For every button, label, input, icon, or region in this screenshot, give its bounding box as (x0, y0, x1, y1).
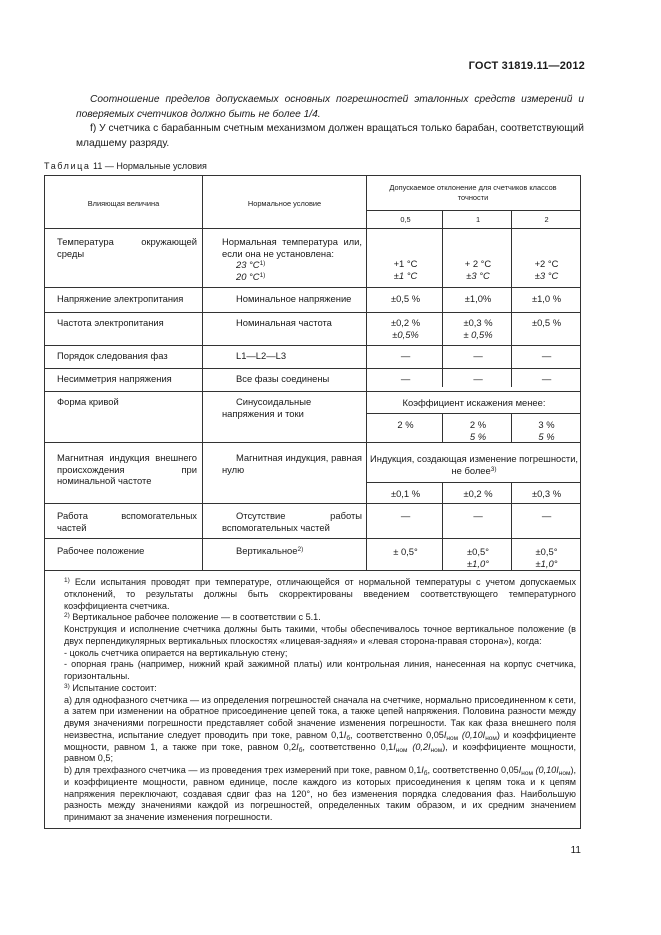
table-rule (366, 413, 580, 414)
footnote-3-item-b: b) для трехфазного счетчика — из проведения трех измерений при токе, равном $0,1I_б$, соответственно $0,05I_{ном}$ $(0,10I_{ном})$, и коэффициенте мощности, равном единице, после каждого из которых присоединения к цепям тока и к цепям напряжения переключают, создавая сдвиг фаз на 120°, но без изменения порядка следования фаз. Наибольшую разность между значениями каждой из погрешностей, определенных таким образом, и их средним значением принимают за значение изменения погрешности. (64, 765, 576, 822)
row-phase-order-condition: L1—L2—L3 (236, 350, 287, 361)
row-waveform-class-1: 2 % 5 % (469, 419, 487, 442)
row-frequency-class-0-5: ±0,2 % ±0,5% (390, 317, 421, 340)
row-asymmetry-name: Несимметрия напряжения (57, 373, 172, 384)
row-temperature-condition: Нормальная температура или, если она не установлена: 23 $^\circ С^{1)}$ 20 $^\circ С^{1)}$ (222, 236, 362, 282)
header-influence: Влияющая величина (87, 199, 160, 208)
row-auxiliary-class-2: — (541, 510, 552, 521)
table-rule (366, 482, 580, 483)
row-waveform-name: Форма кривой (57, 396, 119, 407)
row-temperature-class-0-5: +1 °С ±1 °С (393, 258, 418, 281)
table-rule (366, 210, 580, 211)
header-class-1: 1 (475, 215, 481, 224)
row-position-name: Рабочее положение (57, 545, 145, 556)
row-phase-order-class-1: — (473, 350, 483, 361)
header-tolerance: Допускаемое отклонение для счетчиков классов точности (389, 183, 557, 202)
row-temperature-class-1: + 2 °С ±3 °С (464, 258, 492, 281)
row-frequency-class-2: ±0,5 % (531, 317, 562, 328)
row-position-condition: Вертикальное$^{2)}$ (236, 545, 304, 556)
document-code: ГОСТ 31819.11—2012 (468, 60, 585, 72)
table-rule (44, 368, 580, 369)
table-rule (44, 345, 580, 346)
row-magnetic-class-0-5: ±0,1 % (390, 488, 421, 499)
row-position-class-2: ±0,5° ±1,0° (535, 546, 558, 569)
row-temperature-class-2: +2 °С ±3 °С (534, 258, 559, 281)
row-frequency-condition: Номинальная частота (236, 317, 332, 328)
page-number: 11 (570, 845, 581, 856)
footnote-3-item-a: а) для однофазного счетчика — из определения погрешностей сначала на счетчике, нормально присоединенном к сети, а затем при изменении на обратное присоединение цепей тока, а также цепей напряжения. Половина разности между двумя значениями погрешности представляет собой значение изменения погрешности. Так как фаза внешнего поля неизвестна, испытание следует проводить при токе, равном $0,1I_б$, соответственно $0,05I_{ном}$ $(0,10I_{ном})$ и коэффициенте мощности, равном 1, а также при токе, равном $0,2I_б$, соответственно $0,1I_{ном}$ $(0,2I_{ном})$, и коэффициенте мощности, равном 0,5; (64, 694, 577, 764)
table-rule (44, 312, 580, 313)
row-position-class-0-5: ± 0,5° (393, 546, 418, 557)
row-voltage-class-0-5: ±0,5 % (390, 293, 421, 304)
row-magnetic-induction-label: Индукция, создающая изменение погрешности, не более$^{3)}$ (369, 453, 579, 476)
row-auxiliary-class-1: — (473, 510, 483, 521)
table-rule (44, 570, 580, 571)
row-voltage-condition: Номинальное напряжение (236, 293, 352, 304)
row-voltage-class-1: ±1,0% (464, 293, 492, 304)
header-class-0-5: 0,5 (400, 215, 411, 224)
footnote-2-construction: Конструкция и исполнение счетчика должны быть такими, чтобы обеспечивалось точное вертикальное положение (в двух перпендикулярных вертикальных плоскостях «лицевая-задняя» и «левая сторона-правая сторона»), когда: (64, 624, 576, 646)
footnote-1: $^{1)}$ Если испытания проводят при температуре, отличающейся от нормальной температуры с учетом допускаемых отклонений, то результаты должны быть скорректированы введением соответствующего температурного коэффициента счетчика. (64, 577, 576, 611)
row-waveform-class-2: 3 % 5 % (538, 419, 555, 442)
row-temperature-name: Температура окружающей среды (57, 236, 197, 259)
footnote-2: $^{2)}$ Вертикальное рабочее положение — в соответствии с 5.1. (64, 612, 321, 623)
row-voltage-name: Напряжение электропитания (57, 293, 184, 304)
row-magnetic-class-1: ±0,2 % (463, 488, 493, 499)
row-phase-order-class-0-5: — (400, 350, 411, 361)
table-rule (44, 391, 580, 392)
row-asymmetry-class-2: — (541, 373, 552, 384)
row-asymmetry-class-1: — (473, 373, 483, 384)
row-frequency-class-1: ±0,3 % ± 0,5% (463, 317, 493, 340)
table-caption: Таблица 11 — Нормальные условия (44, 161, 207, 171)
table-rule (44, 287, 580, 288)
row-frequency-name: Частота электропитания (57, 317, 164, 328)
table-rule (44, 228, 580, 229)
table-divider (202, 175, 203, 570)
table-footnotes (50, 577, 576, 824)
row-auxiliary-condition: Отсутствие работы вспомогательных частей (222, 510, 362, 533)
row-asymmetry-class-0-5: — (400, 373, 411, 384)
row-phase-order-class-2: — (541, 350, 552, 361)
row-waveform-class-0-5: 2 % (397, 419, 414, 430)
header-class-2: 2 (544, 215, 549, 224)
row-auxiliary-name: Работа вспомогательных частей (57, 510, 197, 533)
row-waveform-condition: Синусоидальные напряжения и токи (222, 396, 312, 419)
table-rule (44, 538, 580, 539)
header-normal-condition: Нормальное условие (247, 199, 322, 208)
row-magnetic-class-2: ±0,3 % (531, 488, 562, 499)
row-voltage-class-2: ±1,0 % (531, 293, 562, 304)
row-magnetic-name: Магнитная индукция внешнего происхождения при номинальной частоте (57, 452, 197, 487)
footnote-2-bullet-1: - цоколь счетчика опирается на вертикальную стену; (64, 647, 288, 658)
footnote-2-bullet-2: - опорная грань (например, нижний край зажимной платы) или контрольная линия, нанесенная на корпус счетчика, горизонтальны. (64, 659, 576, 681)
footnote-3: $^{3)}$ Испытание состоит: (64, 682, 157, 693)
row-magnetic-condition: Магнитная индукция, равная нулю (222, 452, 362, 475)
row-position-class-1: ±0,5° ±1,0° (467, 546, 489, 569)
intro-paragraph-f: f) У счетчика с барабанным счетным механизмом должен вращаться только барабан, соответствующий младшему разряду. (76, 123, 584, 149)
row-auxiliary-class-0-5: — (400, 510, 411, 521)
row-waveform-distortion-label: Коэффициент искажения менее: (402, 397, 546, 408)
table-divider (366, 175, 367, 570)
row-asymmetry-condition: Все фазы соединены (236, 373, 330, 384)
row-phase-order-name: Порядок следования фаз (57, 350, 168, 361)
table-rule (44, 503, 580, 504)
intro-ratio-paragraph: Соотношение пределов допускаемых основных погрешностей эталонных средств измерений и поверяемых счетчиков должно быть не более 1/4. (76, 94, 584, 120)
